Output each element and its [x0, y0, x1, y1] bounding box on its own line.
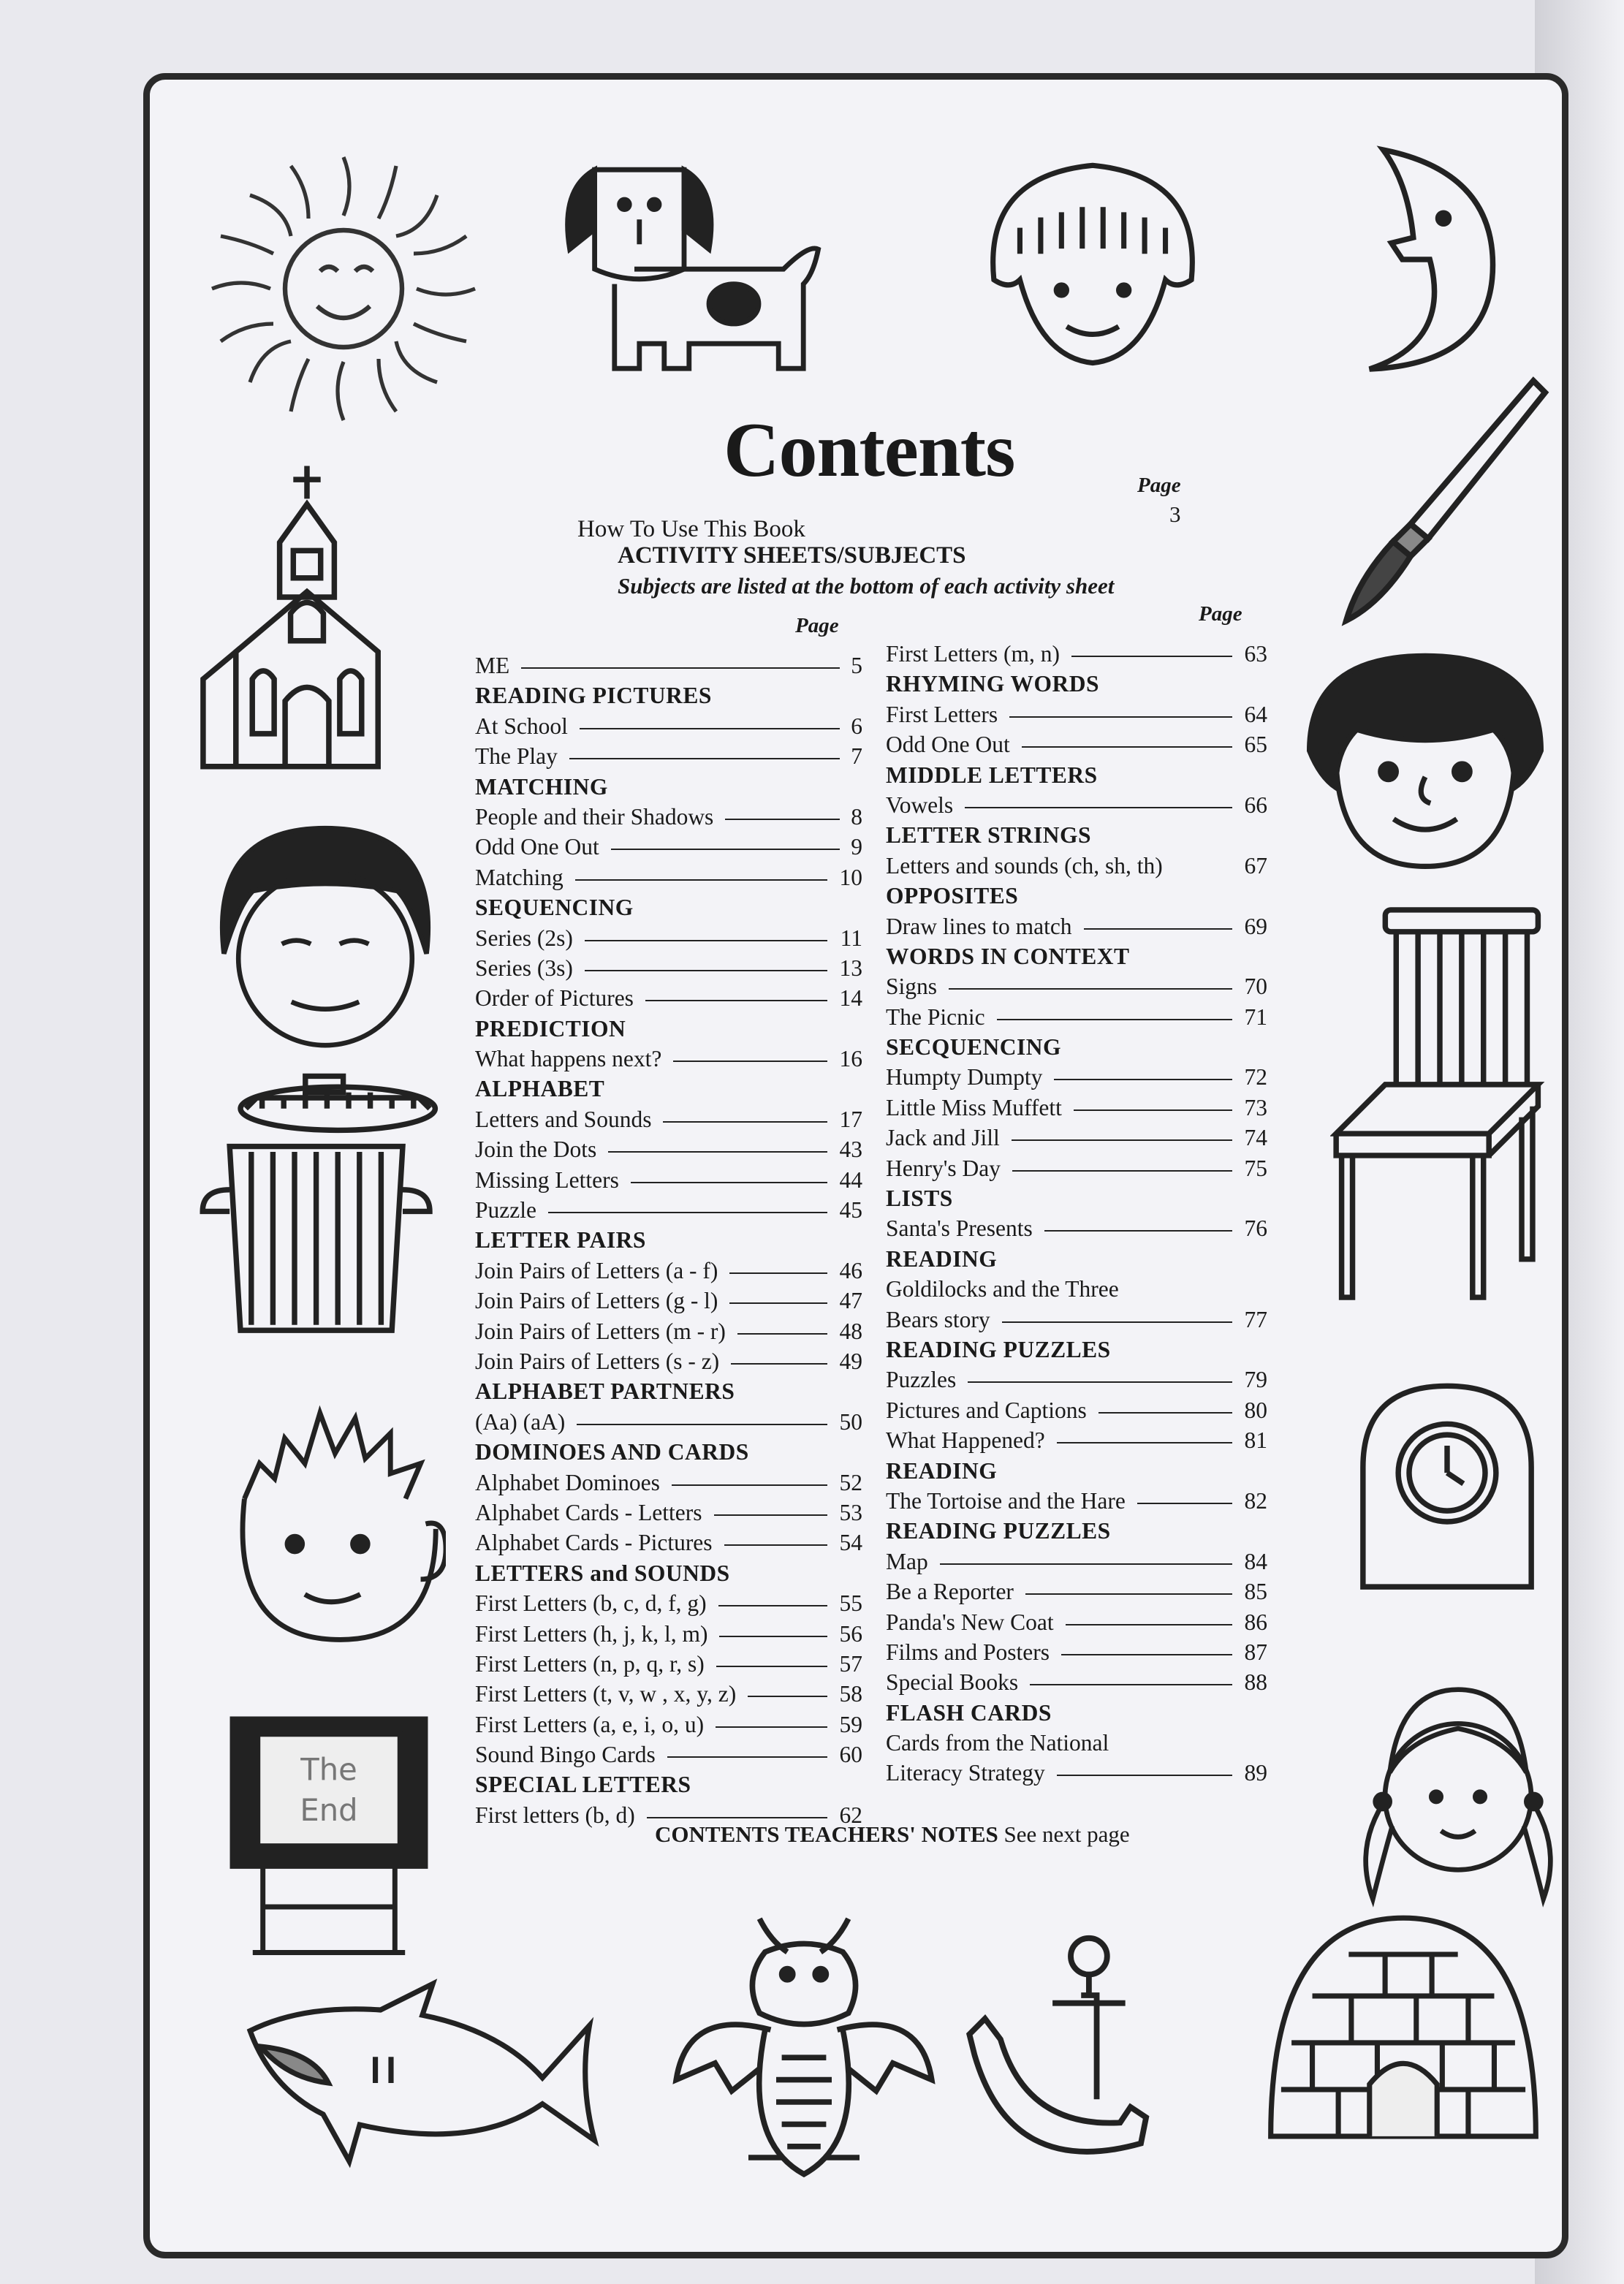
toc-entry-page: 58: [839, 1681, 862, 1707]
toc-entry-page: 72: [1244, 1064, 1267, 1090]
toc-entry-page: 70: [1244, 974, 1267, 1000]
section-heading-label: MATCHING: [475, 773, 608, 800]
leader-line: [667, 1756, 827, 1758]
toc-entry[interactable]: [475, 1588, 862, 1618]
toc-entry-page: 8: [851, 803, 862, 830]
section-heading-label: LETTER PAIRS: [475, 1227, 646, 1253]
leader-line: [1057, 1442, 1232, 1443]
toc-entry[interactable]: [475, 1498, 862, 1528]
toc-entry-page: 17: [839, 1106, 862, 1132]
toc-entry[interactable]: [475, 983, 862, 1013]
toc-entry-page: 57: [839, 1650, 862, 1677]
section-heading: [886, 1183, 1267, 1213]
section-heading: [886, 1516, 1267, 1546]
section-heading-label: ALPHABET: [475, 1076, 605, 1102]
section-heading: [475, 1437, 862, 1467]
toc-entry[interactable]: [886, 971, 1267, 1001]
toc-entry[interactable]: [475, 741, 862, 771]
toc-entry-page: 86: [1244, 1609, 1267, 1635]
toc-entry-label: Alphabet Dominoes: [475, 1469, 660, 1495]
leader-line: [569, 758, 840, 759]
toc-entry-label: Goldilocks and the Three: [886, 1276, 1119, 1302]
toc-entry[interactable]: [475, 923, 862, 953]
pigtail-girl-icon: [1348, 1674, 1568, 1908]
toc-entry[interactable]: [475, 650, 862, 680]
toc-entry-label: (Aa) (aA): [475, 1408, 566, 1435]
toc-entry-label: ME: [475, 653, 510, 678]
toc-entry-label: First Letters: [886, 701, 998, 727]
toc-entry[interactable]: [886, 699, 1267, 729]
leader-line: [647, 1817, 827, 1818]
toc-entry-page: 71: [1244, 1003, 1267, 1030]
leader-line: [714, 1514, 827, 1516]
teachers-notes-footer: [655, 1821, 1130, 1848]
toc-entry-label: First Letters (a, e, i, o, u): [475, 1711, 705, 1737]
toc-entry-label: Draw lines to match: [886, 913, 1072, 939]
tv-icon: [227, 1714, 431, 1955]
section-heading-label: READING: [886, 1457, 998, 1484]
leader-line: [949, 988, 1232, 990]
leader-line: [716, 1726, 827, 1728]
toc-entry[interactable]: [475, 1256, 862, 1286]
toc-entry[interactable]: [886, 1577, 1267, 1606]
toc-entry[interactable]: [886, 1093, 1267, 1123]
leader-line: [724, 1544, 827, 1546]
leader-line: [997, 1019, 1232, 1020]
leader-line: [548, 1212, 827, 1213]
leader-line: [940, 1563, 1232, 1565]
leader-line: [577, 1424, 827, 1425]
leader-line: [719, 1636, 827, 1637]
dog-icon: [555, 150, 862, 398]
toc-entry[interactable]: [475, 1104, 862, 1134]
toc-entry-label: The Tortoise and the Hare: [886, 1487, 1126, 1514]
toc-entry-label: Films and Posters: [886, 1639, 1050, 1665]
activity-heading: ACTIVITY SHEETS/SUBJECTS: [618, 542, 966, 569]
section-heading: [886, 881, 1267, 911]
toc-entry-page: 14: [839, 985, 862, 1012]
toc-entry-page: 89: [1244, 1760, 1267, 1786]
contents-right-column: [886, 639, 1267, 1788]
toc-entry-label: Signs: [886, 974, 938, 1000]
toc-entry-label: Bears story: [886, 1306, 990, 1332]
toc-entry[interactable]: [475, 1195, 862, 1225]
section-heading-label: SPECIAL LETTERS: [475, 1772, 691, 1798]
section-heading-label: SECQUENCING: [886, 1034, 1062, 1061]
toc-entry[interactable]: [886, 1365, 1267, 1395]
leader-line: [521, 667, 840, 669]
toc-entry-label: Alphabet Cards - Letters: [475, 1499, 702, 1525]
toc-entry-page: 54: [839, 1530, 862, 1556]
leader-line: [645, 1000, 827, 1001]
toc-entry-label: Odd One Out: [886, 732, 1010, 758]
toc-entry-page: 63: [1244, 641, 1267, 667]
toc-entry-page: 6: [851, 713, 862, 739]
leader-line: [580, 728, 840, 729]
toc-entry-page: 7: [851, 743, 862, 770]
toc-entry-label: Series (2s): [475, 925, 573, 951]
section-heading-label: LISTS: [886, 1185, 953, 1212]
section-heading-label: DOMINOES AND CARDS: [475, 1439, 749, 1465]
leader-line: [737, 1333, 827, 1335]
section-heading: [886, 1698, 1267, 1728]
leader-line: [1137, 1503, 1232, 1504]
section-heading-label: PREDICTION: [475, 1015, 626, 1042]
toc-entry-page: 53: [839, 1499, 862, 1525]
toc-entry[interactable]: [475, 1316, 862, 1346]
toc-entry-label: Santa's Presents: [886, 1215, 1033, 1242]
toc-entry-page: 59: [839, 1711, 862, 1737]
toc-entry-page: 11: [840, 925, 862, 951]
toc-entry-page: 85: [1244, 1579, 1267, 1605]
toc-entry-page: 60: [839, 1742, 862, 1768]
toc-entry-label: Join Pairs of Letters (a - f): [475, 1257, 718, 1283]
toc-entry[interactable]: [475, 1346, 862, 1376]
leader-line: [611, 849, 840, 850]
toc-entry-label: First letters (b, d): [475, 1802, 635, 1828]
section-heading-label: LETTER STRINGS: [886, 822, 1091, 849]
section-heading-label: READING PUZZLES: [886, 1336, 1111, 1362]
page-column-label-top: Page: [1137, 474, 1181, 497]
leader-line: [1066, 1624, 1232, 1625]
toc-entry-label: At School: [475, 713, 568, 739]
toc-entry[interactable]: [886, 851, 1267, 881]
section-heading: [886, 1335, 1267, 1365]
section-heading: [475, 1558, 862, 1588]
toc-entry-page: 13: [839, 955, 862, 981]
leader-line: [663, 1121, 827, 1123]
moon-icon: [1301, 135, 1520, 384]
section-heading: [886, 941, 1267, 971]
toc-entry[interactable]: [886, 790, 1267, 820]
toc-entry-page: 47: [839, 1288, 862, 1314]
leader-line: [725, 819, 840, 820]
leader-line: [965, 807, 1232, 808]
toc-entry-page: 16: [839, 1046, 862, 1072]
toc-entry[interactable]: [886, 1062, 1267, 1092]
toc-entry[interactable]: [886, 639, 1267, 669]
leader-line: [1025, 1593, 1232, 1595]
section-heading-label: FLASH CARDS: [886, 1699, 1052, 1726]
toc-entry-label: Little Miss Muffett: [886, 1094, 1062, 1120]
toc-entry-label: Sound Bingo Cards: [475, 1742, 656, 1768]
section-heading: [475, 1376, 862, 1406]
section-heading-label: MIDDLE LETTERS: [886, 762, 1098, 788]
toc-entry-label: Puzzles: [886, 1367, 957, 1393]
leader-line: [716, 1666, 827, 1667]
page-title: Contents: [724, 407, 1015, 493]
toc-entry-label: Join the Dots: [475, 1137, 597, 1163]
leader-line: [968, 1381, 1232, 1383]
toc-entry[interactable]: [886, 1758, 1267, 1788]
toc-entry-page: 45: [839, 1197, 862, 1223]
toc-entry[interactable]: [886, 1637, 1267, 1667]
toc-entry-label: Pictures and Captions: [886, 1397, 1087, 1423]
toc-entry-page: 81: [1244, 1427, 1267, 1454]
contents-left-column: [475, 650, 862, 1830]
toc-entry[interactable]: [475, 1679, 862, 1709]
leader-line: [1071, 656, 1232, 657]
toc-entry-page: 69: [1244, 913, 1267, 939]
toc-entry-label: Jack and Jill: [886, 1125, 1000, 1151]
anchor-icon: [954, 1930, 1188, 2178]
leader-line: [1012, 1170, 1232, 1172]
toc-entry-page: 82: [1244, 1487, 1267, 1514]
tv-sign-line1: The: [300, 1751, 357, 1788]
toc-entry-label: What Happened?: [886, 1427, 1045, 1454]
toc-entry[interactable]: [475, 1134, 862, 1164]
toc-entry[interactable]: [475, 953, 862, 983]
toc-entry-label: Letters and Sounds: [475, 1106, 652, 1132]
toc-entry-page: 75: [1244, 1155, 1267, 1181]
boy-face-icon: [1294, 643, 1557, 884]
toc-entry-page: 74: [1244, 1125, 1267, 1151]
toc-entry-label: First Letters (m, n): [886, 641, 1060, 667]
page-column-label-left: Page: [795, 614, 839, 637]
toc-entry-label: Special Books: [886, 1669, 1019, 1696]
toc-entry[interactable]: [886, 911, 1267, 941]
toc-entry-page: 66: [1244, 792, 1267, 818]
leader-line: [1030, 1684, 1232, 1685]
leader-line: [585, 970, 827, 971]
section-heading: [886, 1032, 1267, 1062]
toc-entry[interactable]: [475, 1407, 862, 1437]
church-icon: [197, 460, 417, 775]
toc-entry-label: Order of Pictures: [475, 985, 634, 1012]
section-heading: [475, 1769, 862, 1799]
section-heading: [886, 1456, 1267, 1486]
leader-line: [748, 1696, 827, 1697]
paintbrush-icon: [1323, 365, 1557, 636]
toc-entry-page: 67: [1244, 852, 1267, 879]
leader-line: [673, 1061, 827, 1062]
toc-entry[interactable]: [886, 1395, 1267, 1425]
toc-entry-label: Literacy Strategy: [886, 1760, 1045, 1786]
toc-entry[interactable]: [475, 711, 862, 741]
section-heading: [475, 1074, 862, 1104]
toc-entry-label: First Letters (n, p, q, r, s): [475, 1650, 705, 1677]
trash-can-icon: [186, 1067, 457, 1345]
toc-entry-page: 43: [839, 1137, 862, 1163]
toc-entry-page: 50: [839, 1408, 862, 1435]
subjects-note: Subjects are listed at the bottom of each activity sheet: [618, 573, 1115, 599]
toc-entry-page: 46: [839, 1257, 862, 1283]
toc-entry[interactable]: [886, 729, 1267, 759]
toc-entry[interactable]: [475, 832, 862, 862]
toc-entry-label: Humpty Dumpty: [886, 1064, 1043, 1090]
leader-line: [1074, 1109, 1232, 1111]
section-heading: [886, 669, 1267, 699]
section-heading: [475, 1014, 862, 1044]
toc-entry[interactable]: [886, 1486, 1267, 1516]
toc-entry[interactable]: [475, 802, 862, 832]
toc-entry[interactable]: [886, 1213, 1267, 1243]
toc-entry[interactable]: [475, 1165, 862, 1195]
leader-line: [729, 1272, 827, 1274]
page-column-label-right: Page: [1199, 602, 1242, 626]
section-heading-label: READING: [886, 1245, 998, 1272]
toc-entry-label: Be a Reporter: [886, 1579, 1014, 1605]
leader-line: [729, 1302, 827, 1304]
toc-entry-label: The Picnic: [886, 1003, 985, 1030]
section-heading-label: OPPOSITES: [886, 883, 1019, 909]
toc-entry-page: 10: [839, 864, 862, 890]
toc-entry[interactable]: [475, 1528, 862, 1558]
igloo-icon: [1257, 1908, 1549, 2141]
footer-bold: CONTENTS TEACHERS' NOTES: [655, 1821, 998, 1847]
toc-entry-page: 49: [839, 1348, 862, 1374]
leader-line: [672, 1484, 827, 1486]
tv-sign-line2: End: [300, 1791, 358, 1828]
toc-entry[interactable]: [475, 1619, 862, 1649]
section-heading-label: ALPHABET PARTNERS: [475, 1378, 735, 1405]
toc-entry-label: Join Pairs of Letters (g - l): [475, 1288, 718, 1314]
toc-entry-page: 48: [839, 1318, 862, 1344]
toc-entry[interactable]: [475, 1739, 862, 1769]
toc-entry-page: 80: [1244, 1397, 1267, 1423]
toc-entry-page: 73: [1244, 1094, 1267, 1120]
toc-entry-label: First Letters (t, v, w , x, y, z): [475, 1681, 737, 1707]
section-heading: [475, 680, 862, 710]
toc-entry[interactable]: [886, 1728, 1267, 1758]
leader-line: [1061, 1654, 1232, 1655]
toc-entry-label: Matching: [475, 864, 564, 890]
leader-line: [1012, 1139, 1232, 1141]
toc-entry-label: Puzzle: [475, 1197, 536, 1223]
toc-entry-page: 88: [1244, 1669, 1267, 1696]
section-heading: [886, 1244, 1267, 1274]
toc-entry-page: 87: [1244, 1639, 1267, 1665]
toc-entry[interactable]: [886, 1607, 1267, 1637]
how-to-use-page: 3: [1169, 501, 1181, 527]
toc-entry-label: Join Pairs of Letters (s - z): [475, 1348, 720, 1374]
toc-entry[interactable]: [886, 1425, 1267, 1455]
toc-entry[interactable]: [886, 1274, 1267, 1304]
toc-entry[interactable]: [886, 1667, 1267, 1697]
leader-line: [608, 1151, 827, 1153]
leader-line: [1057, 1775, 1232, 1776]
girl-face-icon: [950, 150, 1235, 384]
section-heading: [886, 760, 1267, 790]
toc-entry[interactable]: [886, 1547, 1267, 1577]
toc-entry-page: 56: [839, 1620, 862, 1647]
toc-entry-page: 44: [839, 1166, 862, 1193]
toc-entry-label: What happens next?: [475, 1046, 662, 1072]
toc-entry-page: 52: [839, 1469, 862, 1495]
leader-line: [1044, 1230, 1232, 1232]
toc-entry-label: Panda's New Coat: [886, 1609, 1054, 1635]
toc-entry-label: Join Pairs of Letters (m - r): [475, 1318, 726, 1344]
leader-line: [1084, 928, 1232, 930]
section-heading-label: LETTERS and SOUNDS: [475, 1560, 730, 1586]
toc-entry[interactable]: [475, 1044, 862, 1074]
asian-face-icon: [205, 819, 446, 1060]
leader-line: [1002, 1321, 1232, 1323]
toc-entry-label: People and their Shadows: [475, 803, 714, 830]
section-heading-label: READING PUZZLES: [886, 1518, 1111, 1544]
clock-icon: [1352, 1374, 1542, 1593]
toc-entry-page: 9: [851, 834, 862, 860]
toc-entry-label: Henry's Day: [886, 1155, 1001, 1181]
leader-line: [1099, 1412, 1232, 1414]
toc-entry-label: Map: [886, 1548, 928, 1574]
toc-entry-label: Odd One Out: [475, 834, 599, 860]
how-to-use-link[interactable]: How To Use This Book: [577, 516, 805, 542]
section-heading: [475, 1225, 862, 1255]
leader-line: [631, 1182, 827, 1183]
shark-icon: [245, 1973, 610, 2193]
sun-icon: [197, 143, 490, 435]
toc-entry-page: 76: [1244, 1215, 1267, 1242]
toc-entry[interactable]: [886, 1002, 1267, 1032]
dragon-icon: [665, 1908, 943, 2185]
toc-entry[interactable]: [886, 1123, 1267, 1153]
section-heading: [475, 772, 862, 802]
section-heading-label: SEQUENCING: [475, 895, 634, 921]
leader-line: [718, 1605, 827, 1606]
leader-line: [1009, 716, 1232, 718]
footer-normal: See next page: [1003, 1821, 1130, 1847]
toc-entry[interactable]: [886, 1153, 1267, 1183]
toc-entry-label: Cards from the National: [886, 1730, 1109, 1756]
toc-entry-label: First Letters (h, j, k, l, m): [475, 1620, 708, 1647]
toc-entry[interactable]: [475, 1710, 862, 1739]
chair-icon: [1330, 899, 1549, 1308]
leader-line: [731, 1363, 827, 1365]
toc-entry[interactable]: [475, 862, 862, 892]
toc-entry-label: Missing Letters: [475, 1166, 619, 1193]
toc-entry[interactable]: [475, 1649, 862, 1679]
toc-entry-page: 62: [839, 1802, 862, 1828]
toc-entry-page: 65: [1244, 732, 1267, 758]
toc-entry-label: The Play: [475, 743, 558, 770]
toc-entry-label: First Letters (b, c, d, f, g): [475, 1590, 707, 1617]
toc-entry-page: 79: [1244, 1367, 1267, 1393]
section-heading: [886, 820, 1267, 850]
toc-entry-label: Series (3s): [475, 955, 573, 981]
toc-entry-page: 5: [851, 653, 862, 678]
toc-entry-page: 77: [1244, 1306, 1267, 1332]
toc-entry[interactable]: [475, 1468, 862, 1498]
toc-entry-page: 64: [1244, 701, 1267, 727]
toc-entry-label: Vowels: [886, 792, 954, 818]
section-heading: [475, 892, 862, 922]
leader-line: [1054, 1079, 1232, 1080]
toc-entry[interactable]: [475, 1286, 862, 1316]
toc-entry-label: Alphabet Cards - Pictures: [475, 1530, 713, 1556]
toc-entry[interactable]: [886, 1305, 1267, 1335]
toc-entry-page: 55: [839, 1590, 862, 1617]
toc-entry-label: Letters and sounds (ch, sh, th): [886, 852, 1163, 879]
section-heading-label: RHYMING WORDS: [886, 671, 1100, 697]
spiky-hair-boy-icon: [219, 1396, 446, 1652]
leader-line: [1022, 746, 1232, 748]
toc-entry-page: 84: [1244, 1548, 1267, 1574]
leader-line: [575, 879, 827, 881]
section-heading-label: WORDS IN CONTEXT: [886, 943, 1130, 969]
leader-line: [585, 940, 827, 941]
section-heading-label: READING PICTURES: [475, 683, 712, 709]
